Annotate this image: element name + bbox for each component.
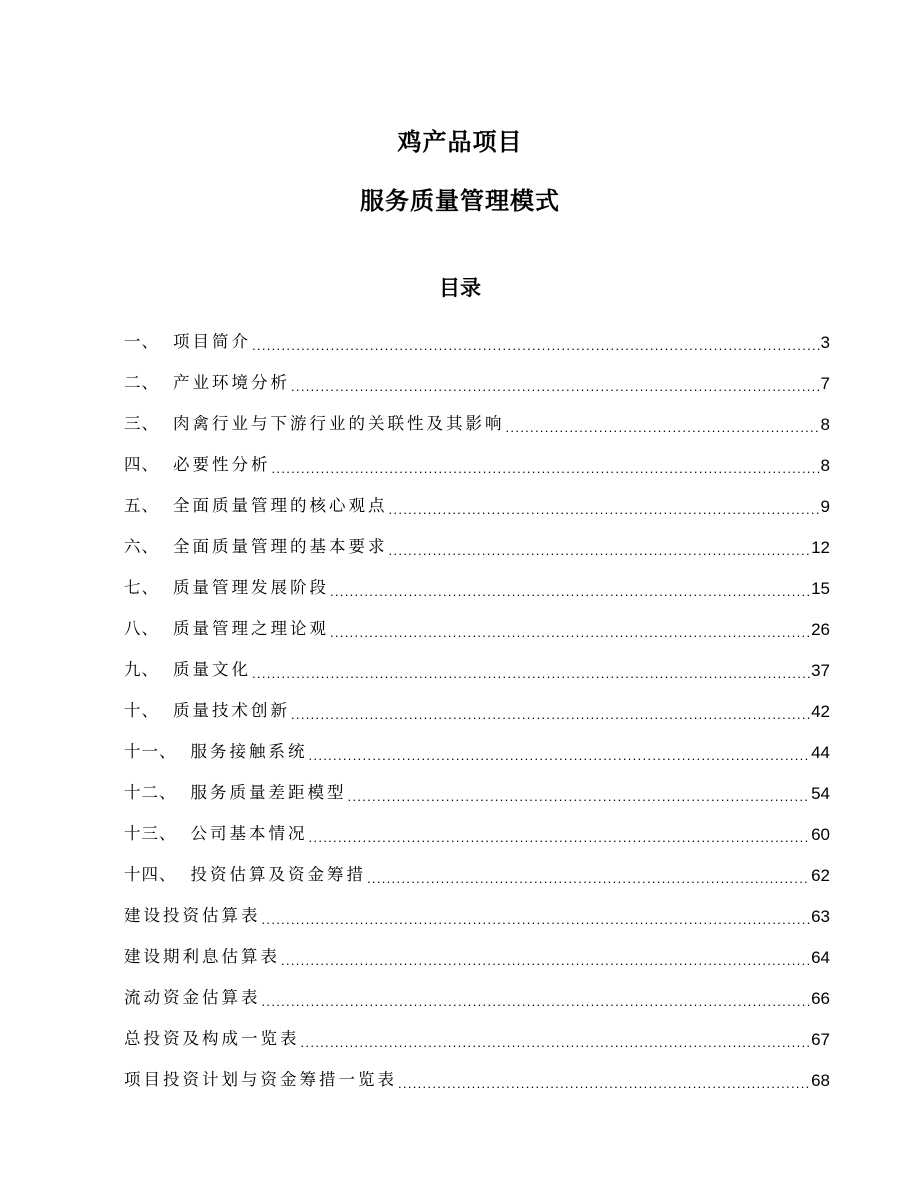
toc-dot-leader	[506, 421, 820, 434]
toc-entry[interactable]	[124, 1019, 830, 1060]
toc-entry-number: 二、	[124, 373, 159, 393]
toc-entry-number: 五、	[124, 496, 159, 516]
toc-entry-number: 十二、	[124, 783, 177, 803]
toc-dot-leader	[348, 790, 811, 803]
document-subtitle: 服务质量管理模式	[360, 187, 560, 215]
toc-entry-number: 七、	[124, 578, 159, 598]
toc-dot-leader	[281, 954, 810, 967]
toc-entry-page-number: 68	[811, 1071, 830, 1090]
toc-dot-leader	[262, 913, 811, 926]
toc-entry[interactable]	[124, 937, 830, 978]
toc-entry-number: 十一、	[124, 742, 177, 762]
toc-entry-label: 总投资及构成一览表	[124, 1029, 300, 1049]
toc-entry-title	[124, 539, 388, 556]
toc-dot-leader	[272, 462, 820, 475]
toc-entry-page-number: 66	[811, 989, 830, 1008]
toc-entry[interactable]	[124, 814, 830, 855]
toc-entry-page-number: 62	[811, 866, 830, 885]
toc-entry-number: 四、	[124, 455, 159, 475]
toc-dot-leader	[330, 626, 810, 639]
toc-entry-label: 肉禽行业与下游行业的关联性及其影响	[173, 414, 505, 434]
toc-entry[interactable]	[124, 773, 830, 814]
toc-entry-title	[124, 580, 329, 597]
toc-entry-title	[124, 744, 308, 761]
toc-entry-label: 服务接触系统	[190, 742, 308, 762]
toc-dot-leader	[252, 667, 810, 680]
toc-entry-label: 全面质量管理的核心观点	[173, 496, 388, 516]
toc-entry-title	[124, 498, 388, 515]
toc-entry-title	[124, 457, 271, 474]
toc-entry[interactable]	[124, 896, 830, 937]
toc-entry-title	[124, 867, 366, 884]
toc-entry-title	[124, 662, 251, 679]
toc-dot-leader	[262, 995, 811, 1008]
toc-entry-title	[124, 703, 290, 720]
toc-entry-title	[124, 375, 290, 392]
toc-entry-page-number: 8	[820, 456, 830, 475]
toc-entry[interactable]	[124, 978, 830, 1019]
toc-entry-label: 必要性分析	[173, 455, 271, 475]
toc-entry-title	[124, 826, 308, 843]
toc-entry[interactable]	[124, 363, 830, 404]
toc-entry-label: 质量管理发展阶段	[173, 578, 329, 598]
toc-dot-leader	[252, 339, 820, 352]
toc-entry-page-number: 9	[820, 497, 830, 516]
toc-entry-number: 一、	[124, 332, 159, 352]
toc-entry-label: 项目简介	[173, 332, 251, 352]
toc-entry-page-number: 8	[820, 415, 830, 434]
toc-entry[interactable]	[124, 609, 830, 650]
toc-dot-leader	[309, 749, 811, 762]
toc-entry-number: 八、	[124, 619, 159, 639]
toc-entry-title	[124, 949, 280, 966]
document-title: 鸡产品项目	[397, 128, 523, 156]
toc-entry[interactable]	[124, 855, 830, 896]
toc-dot-leader	[301, 1036, 811, 1049]
toc-dot-leader	[398, 1077, 810, 1090]
toc-entry-page-number: 60	[811, 825, 830, 844]
toc-entry-number: 十四、	[124, 865, 177, 885]
toc-dot-leader	[389, 544, 811, 557]
toc-entry[interactable]	[124, 691, 830, 732]
toc-entry-title	[124, 621, 329, 638]
toc-entry[interactable]	[124, 404, 830, 445]
toc-entry-page-number: 54	[811, 784, 830, 803]
toc-entry-label: 质量技术创新	[173, 701, 290, 721]
toc-entry-label: 流动资金估算表	[124, 988, 261, 1008]
toc-entry-page-number: 3	[820, 333, 830, 352]
toc-entry-title	[124, 334, 251, 351]
toc-entry-number: 十、	[124, 701, 159, 721]
toc-entry-title	[124, 785, 347, 802]
toc-dot-leader	[389, 503, 820, 516]
toc-entry-title	[124, 416, 505, 433]
toc-entry-page-number: 42	[811, 702, 830, 721]
toc-entry-page-number: 44	[811, 743, 830, 762]
toc-entry-number: 九、	[124, 660, 159, 680]
toc-entry[interactable]	[124, 445, 830, 486]
toc-entry-label: 质量管理之理论观	[173, 619, 329, 639]
toc-entry[interactable]	[124, 1060, 830, 1101]
toc-dot-leader	[330, 585, 810, 598]
toc-entry-label: 全面质量管理的基本要求	[173, 537, 388, 557]
toc-entry-number: 三、	[124, 414, 159, 434]
toc-entry[interactable]	[124, 732, 830, 773]
toc-entry[interactable]	[124, 568, 830, 609]
toc-entry[interactable]	[124, 322, 830, 363]
toc-entry-label: 产业环境分析	[173, 373, 290, 393]
toc-dot-leader	[291, 708, 810, 721]
toc-entry-label: 公司基本情况	[190, 824, 308, 844]
toc-entry-title	[124, 990, 261, 1007]
toc-entry-label: 项目投资计划与资金筹措一览表	[124, 1070, 397, 1090]
toc-entry-label: 质量文化	[173, 660, 251, 680]
toc-entry-title	[124, 908, 261, 925]
toc-entry-page-number: 12	[811, 538, 830, 557]
toc-entry-page-number: 63	[811, 907, 830, 926]
toc-entry-title	[124, 1072, 397, 1089]
toc-entry-page-number: 7	[820, 374, 830, 393]
toc-entry-label: 投资估算及资金筹措	[190, 865, 366, 885]
toc-entry-page-number: 67	[811, 1030, 830, 1049]
toc-entry-label: 建设投资估算表	[124, 906, 261, 926]
toc-entry[interactable]	[124, 650, 830, 691]
toc-dot-leader	[291, 380, 820, 393]
toc-dot-leader	[309, 831, 811, 844]
toc-entry-label: 建设期利息估算表	[124, 947, 280, 967]
toc-entry[interactable]	[124, 486, 830, 527]
toc-entry-page-number: 15	[811, 579, 830, 598]
table-of-contents	[124, 322, 830, 1101]
toc-dot-leader	[367, 872, 810, 885]
toc-entry[interactable]	[124, 527, 830, 568]
toc-entry-title	[124, 1031, 300, 1048]
toc-entry-number: 六、	[124, 537, 159, 557]
toc-entry-page-number: 26	[811, 620, 830, 639]
toc-entry-number: 十三、	[124, 824, 177, 844]
toc-entry-page-number: 37	[811, 661, 830, 680]
toc-entry-label: 服务质量差距模型	[190, 783, 347, 803]
toc-heading: 目录	[439, 276, 481, 300]
toc-entry-page-number: 64	[811, 948, 830, 967]
